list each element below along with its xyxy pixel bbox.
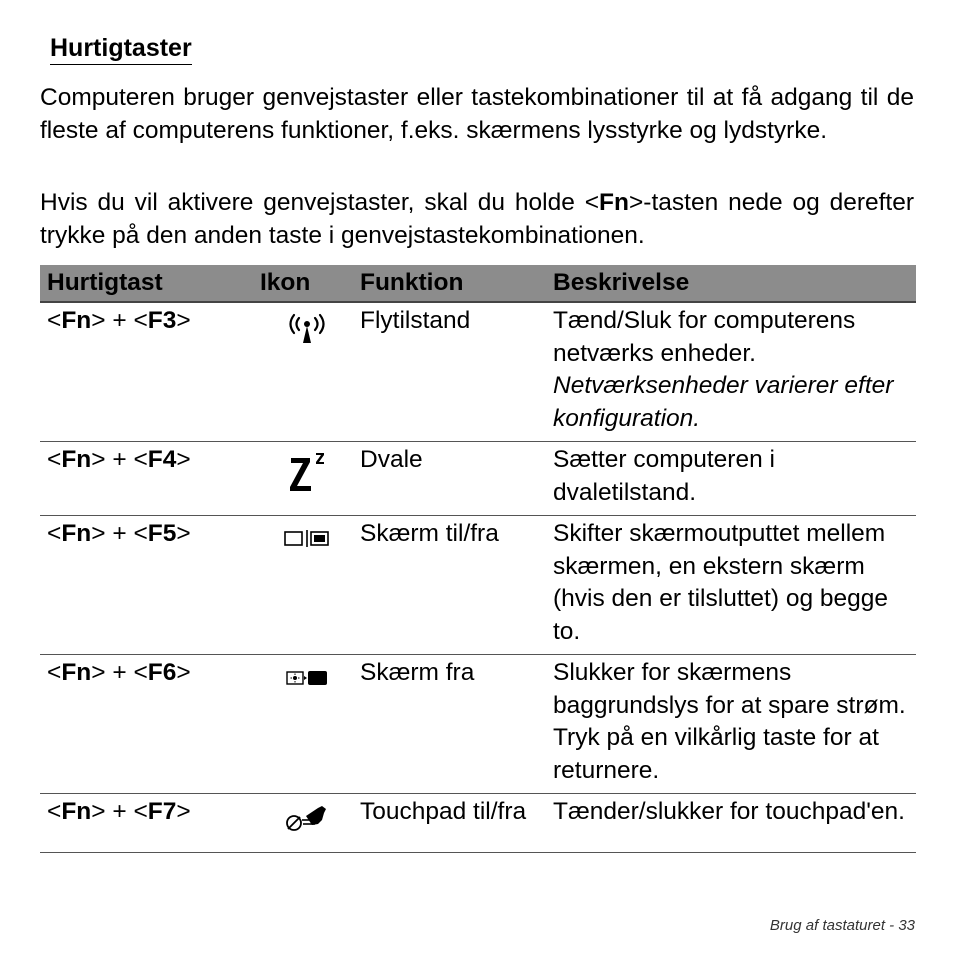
description-cell: Tænder/slukker for touchpad'en.	[546, 794, 916, 853]
function-key: F7	[147, 798, 177, 825]
description-cell	[546, 302, 916, 442]
function-key: F5	[147, 520, 177, 547]
description-cell: Slukker for skærmens baggrundslys for at spare strøm. Tryk på en vilkårlig taste for at returnere.	[546, 655, 916, 794]
hotkey-cell: <Fn> + <F3>	[40, 302, 253, 442]
table-row	[40, 655, 916, 794]
hotkey-cell: <Fn> + <F6>	[40, 655, 253, 794]
instruction-paragraph	[40, 187, 914, 252]
function-cell: Skærm fra	[353, 655, 546, 794]
function-cell: Flytilstand	[353, 302, 546, 442]
page-footer: Brug af tastaturet - 33	[769, 917, 915, 934]
description-cell: Sætter computeren i dvaletilstand.	[546, 442, 916, 516]
icon-cell	[253, 794, 353, 853]
sleep-icon	[284, 450, 330, 494]
icon-cell	[253, 442, 353, 516]
description-cell: Skifter skærmoutputtet mellem skærmen, en ekstern skærm (hvis den er tilsluttet) og begge to.	[546, 516, 916, 655]
instruction-text-before: Hvis du vil aktivere genvejstaster, skal du holde <	[40, 189, 600, 216]
header-function: Funktion	[353, 265, 546, 302]
airplane-mode-icon	[284, 311, 330, 347]
hotkey-cell: <Fn> + <F4>	[40, 442, 253, 516]
touchpad-toggle-icon	[282, 802, 332, 836]
function-cell: Dvale	[353, 442, 546, 516]
table-row	[40, 516, 916, 655]
function-key: F4	[147, 446, 177, 473]
table-header-row	[40, 265, 916, 302]
display-toggle-icon	[282, 524, 332, 554]
function-key: F6	[147, 659, 177, 686]
screen-off-icon	[282, 663, 332, 693]
intro-paragraph: Computeren bruger genvejstaster eller tastekombinationer til at få adgang til de fleste af computerens funktioner, f.eks. skærmens lysstyrke og lydstyrke.	[40, 84, 914, 144]
function-key: F3	[147, 307, 177, 334]
fn-key: Fn	[61, 798, 92, 825]
description-text: Tænd/Sluk for computerens netværks enheder.	[553, 307, 856, 367]
description-note: Netværksenheder varierer efter konfiguration.	[553, 372, 894, 432]
function-cell: Skærm til/fra	[353, 516, 546, 655]
icon-cell	[253, 302, 353, 442]
header-description: Beskrivelse	[546, 265, 916, 302]
icon-cell	[253, 655, 353, 794]
fn-key: Fn	[61, 659, 92, 686]
function-cell: Touchpad til/fra	[353, 794, 546, 853]
page-heading: Hurtigtaster	[50, 32, 192, 65]
instruction-text-after: >-tasten nede og derefter trykke på den anden taste i genvejstastekombinationen.	[40, 189, 914, 249]
instruction-key: Fn	[599, 189, 629, 216]
hotkey-table	[40, 265, 916, 853]
fn-key: Fn	[61, 446, 92, 473]
table-row	[40, 302, 916, 442]
table-row	[40, 794, 916, 853]
hotkey-cell: <Fn> + <F5>	[40, 516, 253, 655]
table-row	[40, 442, 916, 516]
header-icon: Ikon	[253, 265, 353, 302]
hotkey-cell: <Fn> + <F7>	[40, 794, 253, 853]
fn-key: Fn	[61, 307, 92, 334]
header-hotkey: Hurtigtast	[40, 265, 253, 302]
icon-cell	[253, 516, 353, 655]
fn-key: Fn	[61, 520, 92, 547]
